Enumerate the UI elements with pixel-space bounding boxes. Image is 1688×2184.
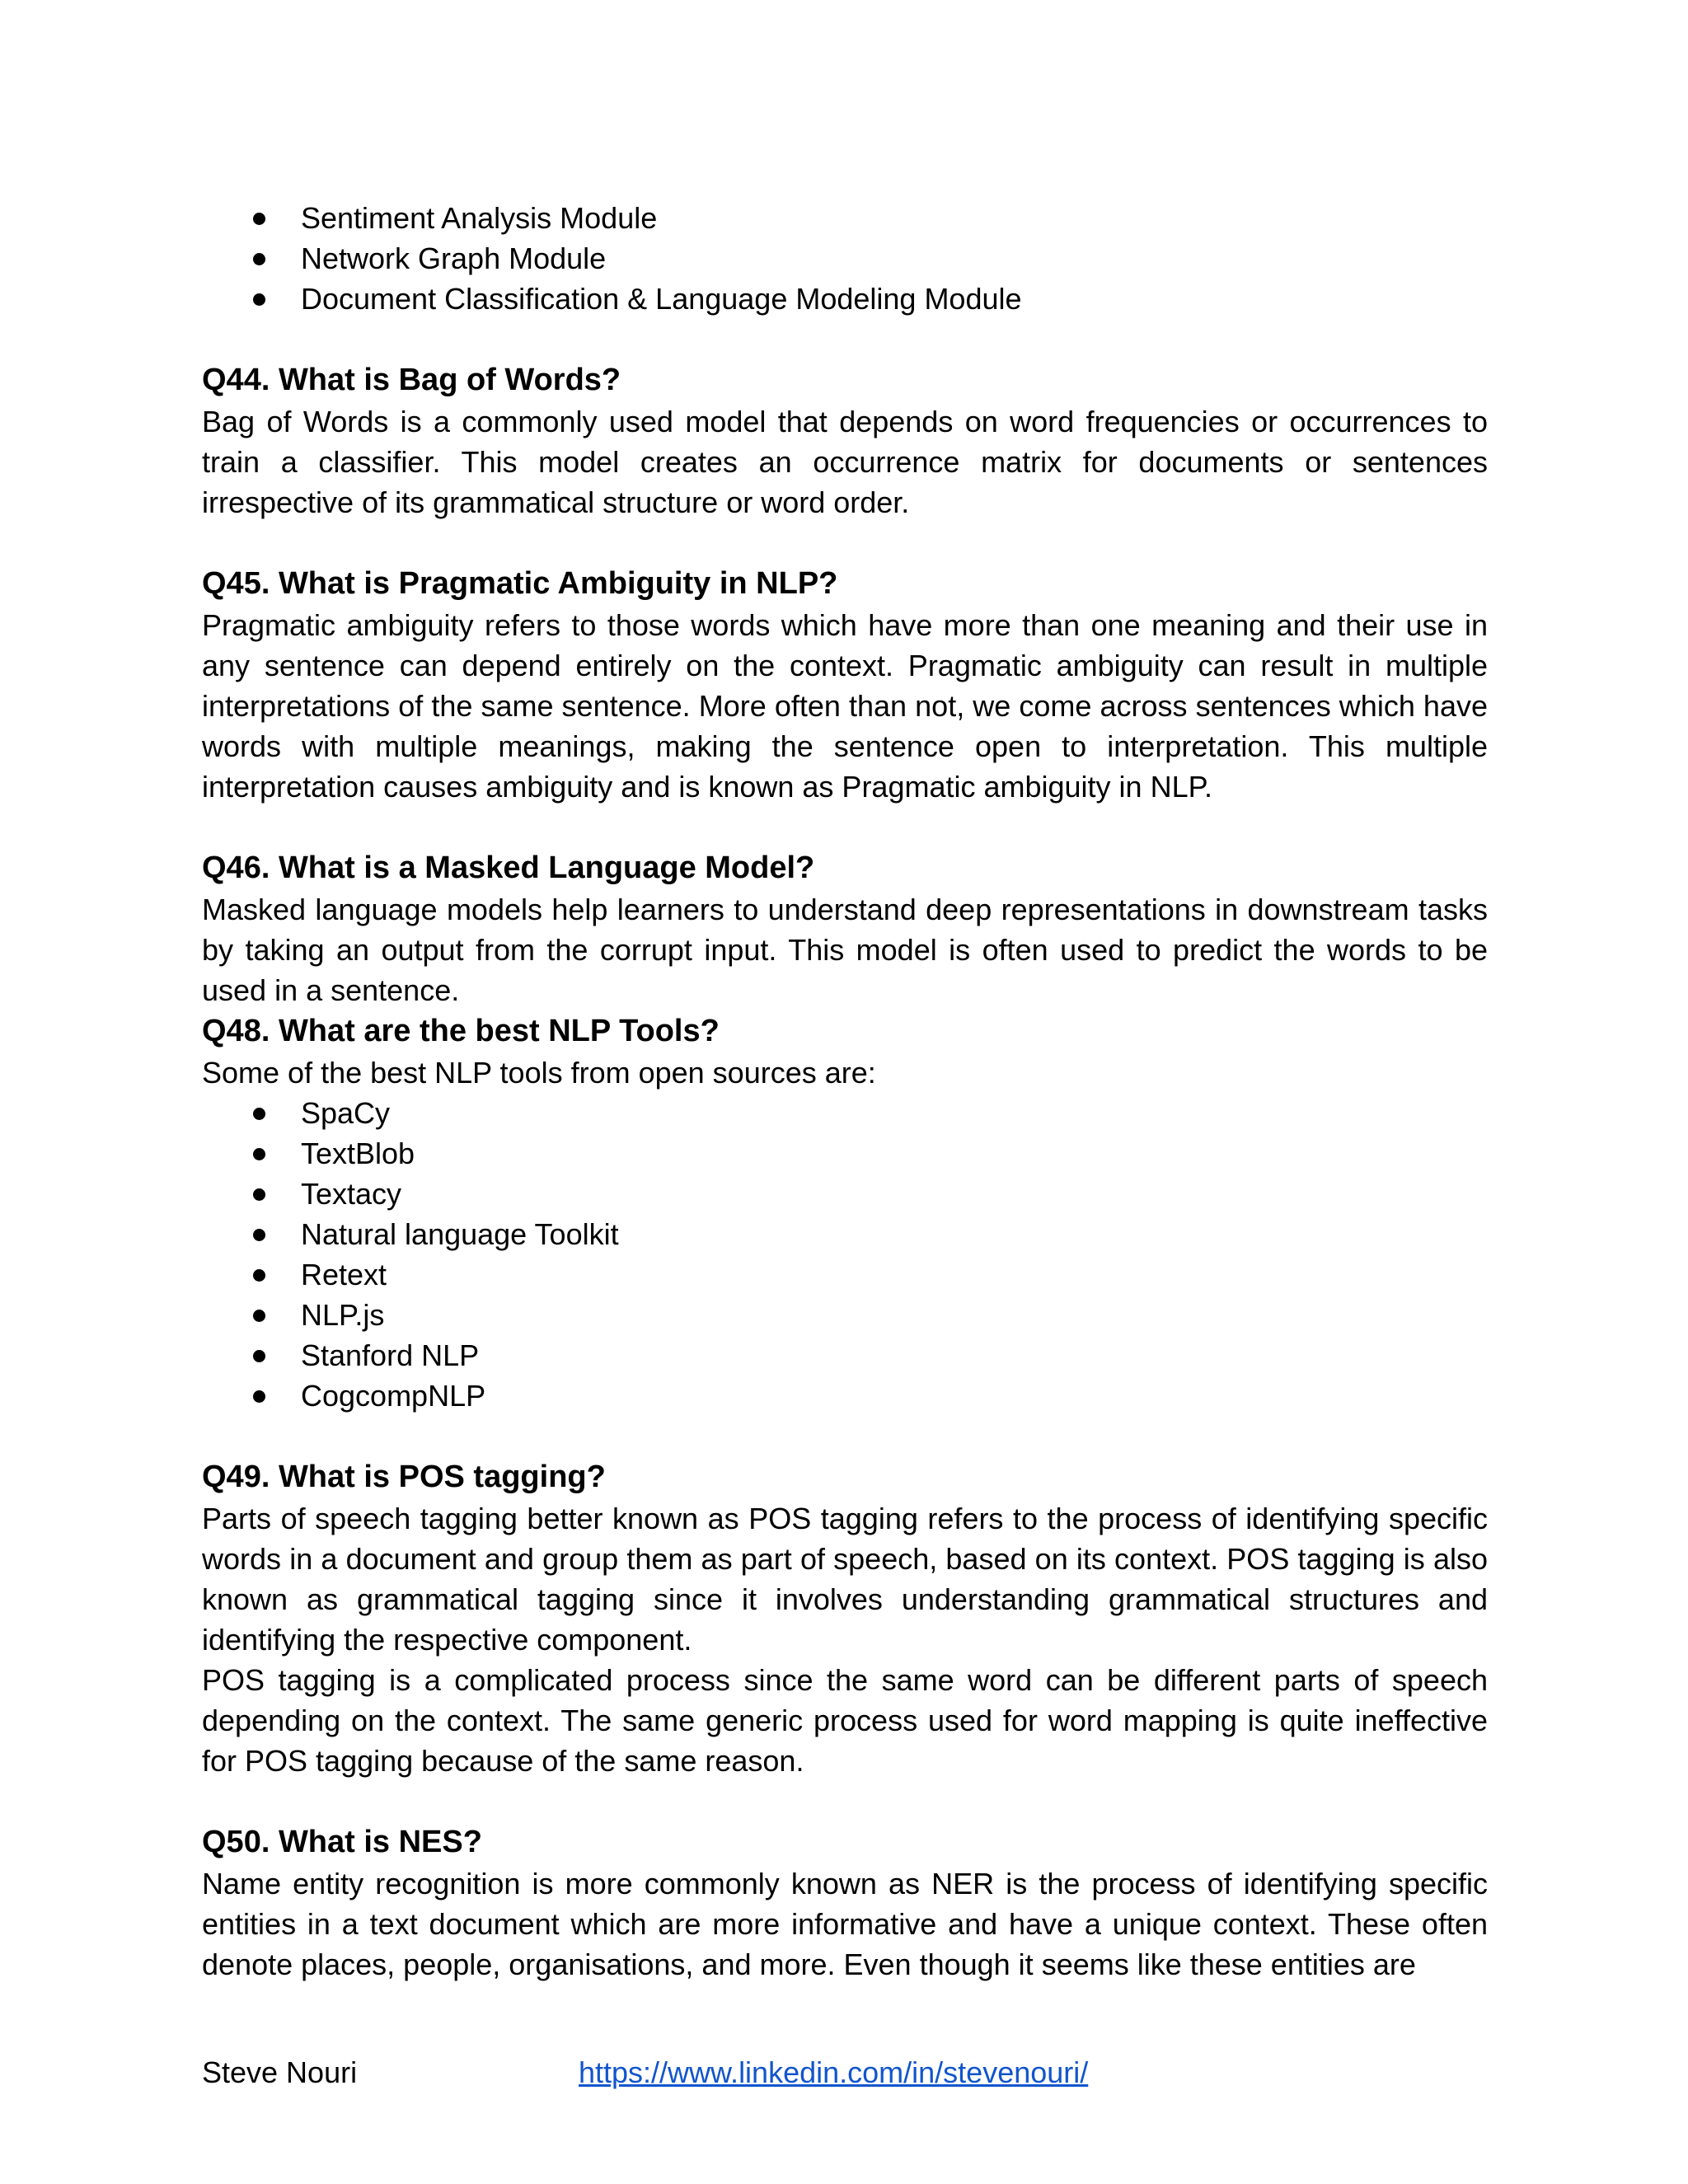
list-item: Retext (202, 1254, 1488, 1295)
q48-heading: Q48. What are the best NLP Tools? (202, 1014, 720, 1048)
q45-heading: Q45. What is Pragmatic Ambiguity in NLP? (202, 566, 838, 601)
bullet-icon (253, 1229, 265, 1241)
q46-body: Masked language models help learners to understand deep representations in downstream tasks by taking an output from the corrupt input. This model is often used to predict the words to be used in a sentence. (202, 893, 1488, 1007)
q50-heading: Q50. What is NES? (202, 1825, 482, 1859)
bullet-icon (253, 293, 265, 306)
bullet-icon (253, 1350, 265, 1362)
module-list (202, 198, 1488, 319)
spacer (202, 807, 1488, 847)
q46-heading: Q46. What is a Masked Language Model? (202, 851, 815, 885)
spacer (202, 319, 1488, 359)
list-item: Sentiment Analysis Module (202, 198, 1488, 238)
list-item: CogcompNLP (202, 1376, 1488, 1416)
q49-body-1: Parts of speech tagging better known as POS tagging refers to the process of identifying specific words in a document and group them as part of speech, based on its context. POS tagging is also known as grammatical tagging since it involves understanding grammatical structures and identifying the respective component. (202, 1502, 1488, 1657)
bullet-icon (253, 253, 265, 265)
list-item: NLP.js (202, 1295, 1488, 1335)
bullet-icon (253, 213, 265, 225)
spacer (202, 1416, 1488, 1456)
spacer (202, 523, 1488, 563)
q45-body: Pragmatic ambiguity refers to those words which have more than one meaning and their use in any sentence can depend entirely on the context. Pragmatic ambiguity can result in multiple interpretations of the same sentence. More often than not, we come across sentences which have words with multiple meanings, making the sentence open to interpretation. This multiple interpretation causes ambiguity and is known as Pragmatic ambiguity in NLP. (202, 608, 1488, 804)
list-item: Natural language Toolkit (202, 1214, 1488, 1254)
q44-body: Bag of Words is a commonly used model that depends on word frequencies or occurrences to train a classifier. This model creates an occurrence matrix for documents or sentences irrespective of its grammatical structure or word order. (202, 405, 1488, 519)
footer-author: Steve Nouri (202, 2055, 358, 2089)
list-item: Stanford NLP (202, 1335, 1488, 1376)
bullet-icon (253, 1148, 265, 1160)
q49-heading: Q49. What is POS tagging? (202, 1460, 606, 1494)
list-item: Textacy (202, 1174, 1488, 1214)
document-content (202, 198, 1488, 1985)
list-item: TextBlob (202, 1133, 1488, 1174)
list-item: Network Graph Module (202, 238, 1488, 279)
q50-body: Name entity recognition is more commonly known as NER is the process of identifying specific entities in a text document which are more informative and have a unique context. These often denote places, people, organisations, and more. Even though it seems like these entities are (202, 1867, 1488, 1981)
bullet-icon (253, 1188, 265, 1201)
bullet-icon (253, 1269, 265, 1282)
spacer (202, 1781, 1488, 1821)
list-item: SpaCy (202, 1093, 1488, 1133)
bullet-icon (253, 1108, 265, 1120)
q49-body-2: POS tagging is a complicated process since the same word can be different parts of speech depending on the context. The same generic process used for word mapping is quite ineffective for POS tagging because of the same reason. (202, 1663, 1488, 1778)
linkedin-link[interactable]: https://www.linkedin.com/in/stevenouri/ (579, 2055, 1089, 2089)
bullet-icon (253, 1310, 265, 1322)
list-item: Document Classification & Language Modeling Module (202, 279, 1488, 319)
nlp-tools-list (202, 1093, 1488, 1416)
q44-heading: Q44. What is Bag of Words? (202, 363, 621, 397)
bullet-icon (253, 1390, 265, 1403)
q48-intro: Some of the best NLP tools from open sources are: (202, 1056, 876, 1090)
